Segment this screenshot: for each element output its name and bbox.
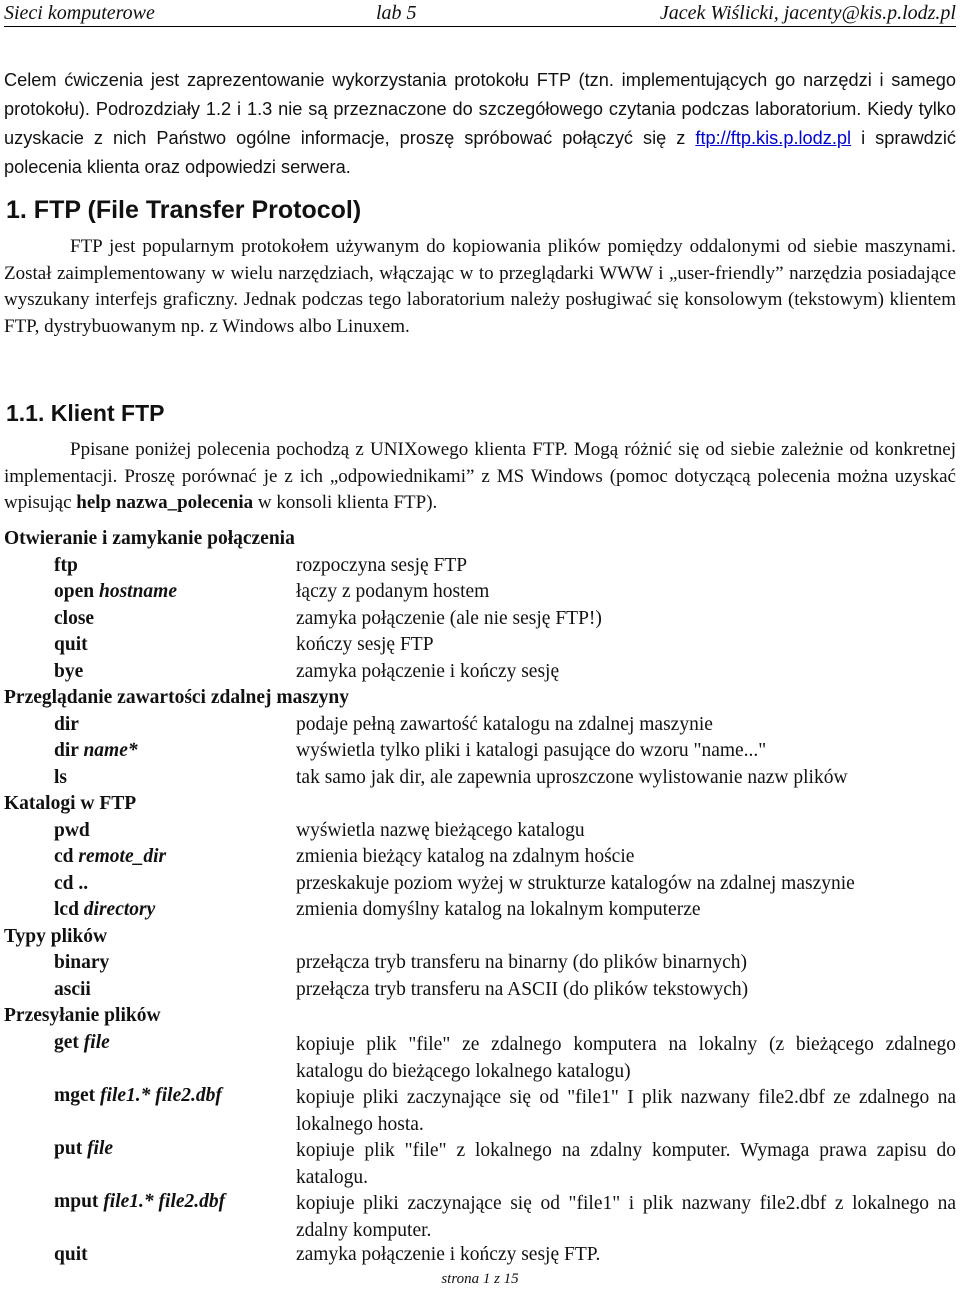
command-pwd-description: wyświetla nazwę bieżącego katalogu <box>296 820 585 841</box>
command-ascii-description: przełącza tryb transferu na ASCII (do plików tekstowych) <box>296 979 749 1000</box>
command-ls: ls <box>54 767 68 788</box>
section-1-paragraph: FTP jest popularnym protokołem używanym do kopiowania plików pomiędzy oddalonymi od siebie maszynami. Został zaimplementowany w wielu narzędziach, włączając w to przeglądarki WWW i „user-friendly” narzędzia posiadające wyszukany interfejs graficzny. Jednak podczas tego laboratorium należy posługiwać się konsolowym (tekstowym) klientem FTP, dystrybuowanym np. z Windows albo Linuxem. <box>4 236 956 337</box>
command-ls-description: tak samo jak dir, ale zapewnia uproszczone wylistowanie nazw plików <box>296 767 848 788</box>
command-binary-description: przełącza tryb transferu na binarny (do plików binarnych) <box>296 952 748 973</box>
command-mget-keyword: mget <box>54 1085 96 1106</box>
command-cd-description: zmienia bieżący katalog na zdalnym hoście <box>296 846 635 867</box>
command-cd-keyword: cd <box>54 846 74 867</box>
command-get-keyword: get <box>54 1032 79 1053</box>
command-open-keyword: open <box>54 581 95 602</box>
command-dir-name-keyword: dir <box>54 740 79 761</box>
command-quit: quit <box>54 634 88 655</box>
command-cd-argument: remote_dir <box>78 846 167 867</box>
command-lcd-keyword: lcd <box>54 899 79 920</box>
section-1-1-text-after: w konsoli klienta FTP). <box>253 492 438 513</box>
page-number: strona 1 z 15 <box>441 1271 519 1287</box>
command-lcd <box>54 899 155 921</box>
command-get-argument: file <box>83 1032 110 1053</box>
command-lcd-description: zmienia domyślny katalog na lokalnym komputerze <box>296 899 701 920</box>
command-put-argument: file <box>87 1138 114 1159</box>
command-dir-name-argument: name* <box>83 740 138 761</box>
command-ftp-description: rozpoczyna sesję FTP <box>296 555 468 576</box>
category-file-transfer: Przesyłanie plików <box>4 1005 161 1026</box>
command-mget-description: kopiuje pliki zaczynające się od "file1" I plik nazwany file2.dbf ze zdalnego na lokalnego hosta. <box>296 1087 956 1135</box>
command-put-keyword: put <box>54 1138 83 1159</box>
intro-text-before-link: Celem ćwiczenia jest zaprezentowanie wykorzystania protokołu FTP (tzn. implementujących go narzędzi i samego protokołu). Podrozdziały 1.2 i 1.3 nie są przeznaczone do szczegółowego czytania podczas laboratorium. Kiedy tylko uzyskacie z nich Państwo ogólne informacje, proszę spróbować połączyć się z <box>4 70 956 148</box>
command-bye-description: zamyka połączenie i kończy sesję <box>296 661 560 682</box>
command-pwd: pwd <box>54 820 90 841</box>
command-mput <box>54 1191 225 1213</box>
header-author: Jacek Wiślicki, jacenty@kis.p.lodz.pl <box>659 2 956 24</box>
category-file-types: Typy plików <box>4 926 108 947</box>
command-open <box>54 581 177 603</box>
command-quit-description: kończy sesję FTP <box>296 634 434 655</box>
command-dir: dir <box>54 714 79 735</box>
command-mput-argument: file1.* file2.dbf <box>103 1191 226 1212</box>
command-put <box>54 1138 113 1160</box>
header-lab-number: lab 5 <box>376 2 417 24</box>
command-close: close <box>54 608 95 629</box>
category-connection: Otwieranie i zamykanie połączenia <box>4 528 295 549</box>
command-quit-final-description: zamyka połączenie i kończy sesję FTP. <box>296 1244 601 1265</box>
command-binary: binary <box>54 952 110 973</box>
header-course-title: Sieci komputerowe <box>4 2 155 24</box>
command-ascii: ascii <box>54 979 91 1000</box>
command-mput-description: kopiuje pliki zaczynające się od "file1" i plik nazwany file2.dbf z lokalnego na zdalny komputer. <box>296 1193 956 1241</box>
intro-paragraph <box>4 66 956 182</box>
command-dir-name <box>54 740 138 762</box>
section-1-heading: 1. FTP (File Transfer Protocol) <box>6 196 362 224</box>
command-cd-up: cd .. <box>54 873 89 894</box>
command-ftp: ftp <box>54 555 78 576</box>
section-1-1-text-before: Ppisane poniżej polecenia pochodzą z UNIXowego klienta FTP. Mogą różnić się od siebie zależnie od konkretnej implementacji. Proszę porównać je z ich „odpowiednikami” z MS Windows (pomoc dotyczącą polecenia można uzyskać wpisując <box>4 439 956 513</box>
intro-text-after-link: i sprawdzić polecenia klienta oraz odpowiedzi serwera. <box>4 128 956 177</box>
page-header <box>4 0 956 27</box>
command-open-description: łączy z podanym hostem <box>296 581 490 602</box>
section-1-1-paragraph <box>4 437 956 517</box>
category-directories: Katalogi w FTP <box>4 793 137 814</box>
command-open-argument: hostname <box>98 581 178 602</box>
command-bye: bye <box>54 661 84 682</box>
command-quit-final: quit <box>54 1244 88 1265</box>
command-put-description: kopiuje plik "file" z lokalnego na zdalny komputer. Wymaga prawa zapisu do katalogu. <box>296 1140 956 1188</box>
command-mget-argument: file1.* file2.dbf <box>100 1085 222 1106</box>
ftp-server-link[interactable]: ftp://ftp.kis.p.lodz.pl <box>695 128 852 148</box>
category-browse: Przeglądanie zawartości zdalnej maszyny <box>4 687 349 708</box>
help-command-example: help nazwa_polecenia <box>76 492 254 513</box>
section-1-1-heading: 1.1. Klient FTP <box>6 400 165 426</box>
command-close-description: zamyka połączenie (ale nie sesję FTP!) <box>296 608 602 629</box>
command-lcd-argument: directory <box>83 899 156 920</box>
command-cd-up-description: przeskakuje poziom wyżej w strukturze katalogów na zdalnej maszynie <box>296 873 855 894</box>
command-dir-name-description: wyświetla tylko pliki i katalogi pasujące do wzoru "name..." <box>296 740 767 761</box>
command-dir-description: podaje pełną zawartość katalogu na zdalnej maszynie <box>296 714 713 735</box>
command-mget <box>54 1085 222 1107</box>
command-get-description: kopiuje plik "file" ze zdalnego komputera na lokalny (z bieżącego zdalnego katalogu do bieżącego lokalnego katalogu) <box>296 1034 956 1082</box>
command-get <box>54 1032 110 1054</box>
command-mput-keyword: mput <box>54 1191 99 1212</box>
command-cd <box>54 846 166 868</box>
